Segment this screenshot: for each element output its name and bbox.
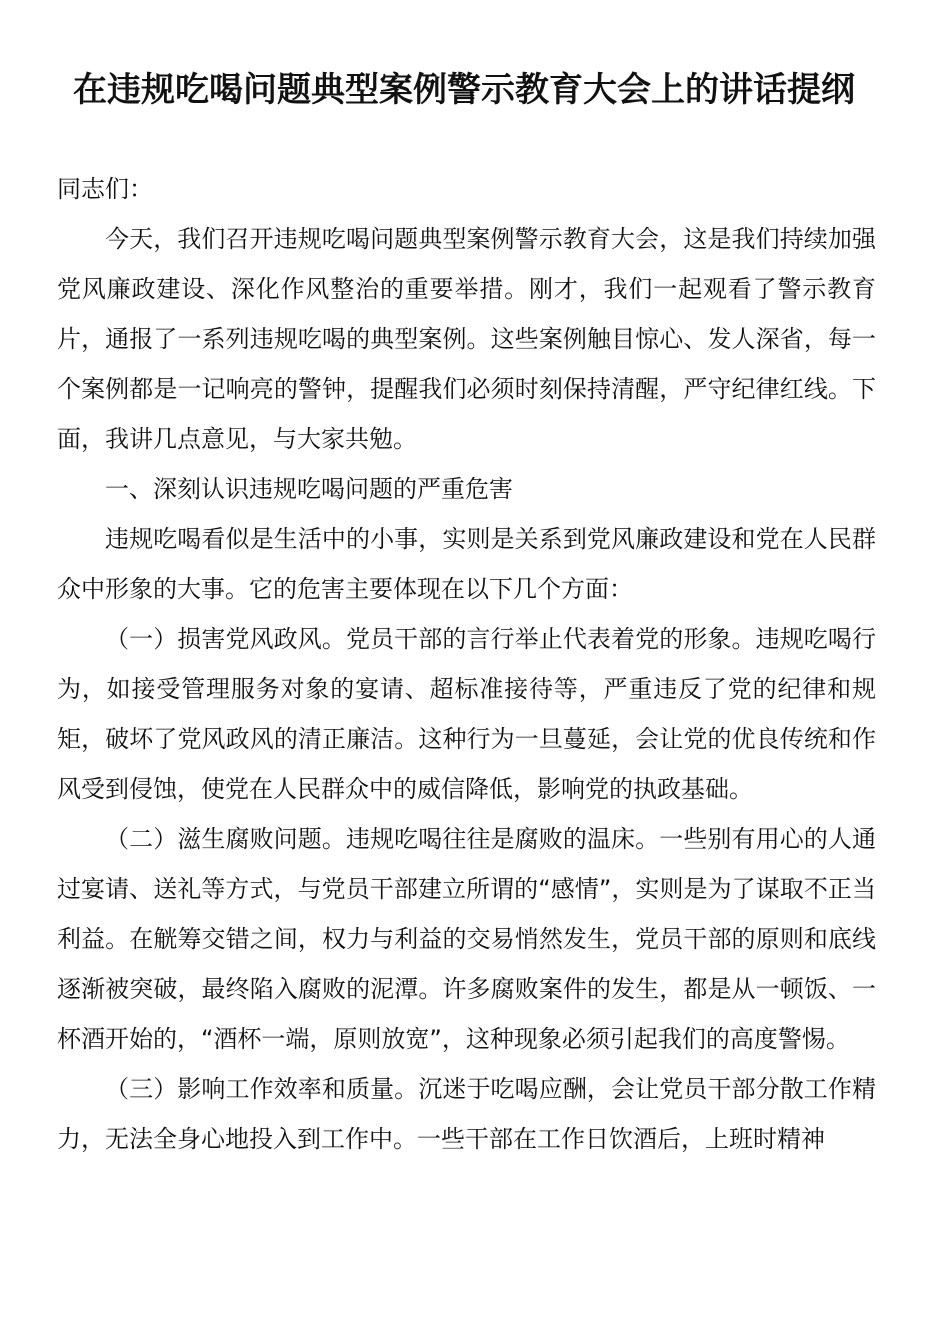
- salutation: 同志们：: [57, 175, 153, 203]
- paragraph-opening: 今天，我们召开违规吃喝问题典型案例警示教育大会，这是我们持续加强党风廉政建设、深化作风整治的重要举措。刚才，我们一起观看了警示教育片，通报了一系列违规吃喝的典型案例。这些案例触目惊心、发人深省，每一个案例都是一记响亮的警钟，提醒我们必须时刻保持清醒，严守纪律红线。下面，我讲几点意见，与大家共勉。: [57, 225, 876, 453]
- paragraph-point-3: （三）影响工作效率和质量。沉迷于吃喝应酬，会让党员干部分散工作精力，无法全身心地投入到工作中。一些干部在工作日饮酒后，上班时精神: [57, 1075, 876, 1153]
- paragraph-intro: 违规吃喝看似是生活中的小事，实则是关系到党风廉政建设和党在人民群众中形象的大事。它的危害主要体现在以下几个方面：: [57, 525, 876, 603]
- paragraph-point-2: （二）滋生腐败问题。违规吃喝往往是腐败的温床。一些别有用心的人通过宴请、送礼等方式，与党员干部建立所谓的“感情”，实则是为了谋取不正当利益。在觥筹交错之间，权力与利益的交易悄然发生，党员干部的原则和底线逐渐被突破，最终陷入腐败的泥潭。许多腐败案件的发生，都是从一顿饭、一杯酒开始的，“酒杯一端，原则放宽”，这种现象必须引起我们的高度警惕。: [57, 825, 876, 1053]
- paragraph-point-1: （一）损害党风政风。党员干部的言行举止代表着党的形象。违规吃喝行为，如接受管理服务对象的宴请、超标准接待等，严重违反了党的纪律和规矩，破坏了党风政风的清正廉洁。这种行为一旦蔓延，会让党的优良传统和作风受到侵蚀，使党在人民群众中的威信降低，影响党的执政基础。: [57, 625, 876, 803]
- section-heading-1: 一、深刻认识违规吃喝问题的严重危害: [105, 475, 513, 503]
- document-title: 在违规吃喝问题典型案例警示教育大会上的讲话提纲: [73, 70, 855, 110]
